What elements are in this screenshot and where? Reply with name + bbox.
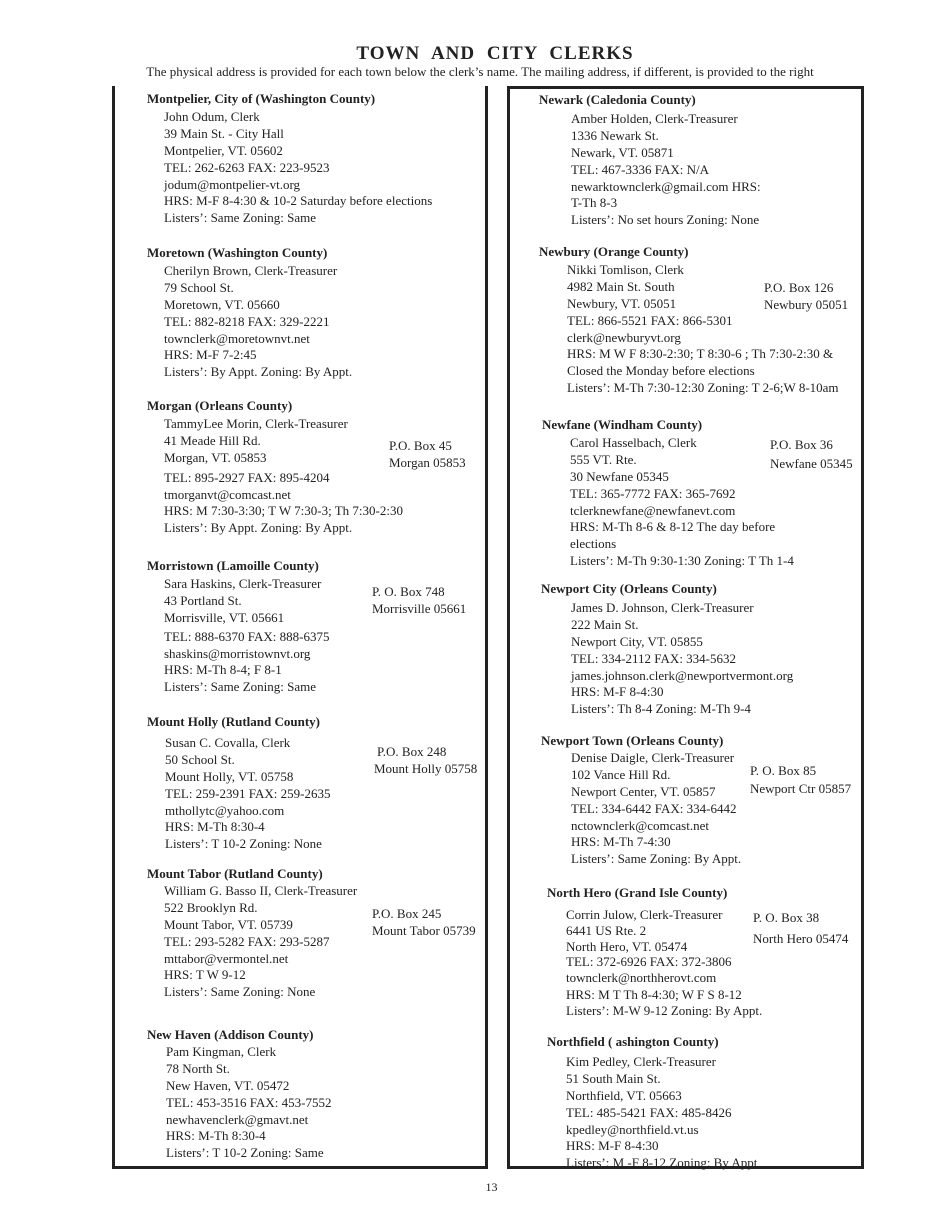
mailing-box: P.O. Box 126 <box>764 280 834 295</box>
mailing-address-newfane <box>770 435 853 473</box>
city-address: Newark, VT. 05871 <box>571 144 674 160</box>
email: shaskins@morristownvt.org <box>164 645 311 661</box>
mailing-city: Mount Tabor 05739 <box>372 923 476 938</box>
mailing-city: Morrisville 05661 <box>372 601 467 616</box>
listers-zoning: Listers’: Same Zoning: Same <box>164 679 317 695</box>
entry-montpelier <box>147 91 432 226</box>
listers-zoning: Listers’: Same Zoning: By Appt. <box>571 851 742 867</box>
hours: HRS: M W F 8:30-2:30; T 8:30-6 ; Th 7:30-2:30 & <box>567 346 834 362</box>
phone-fax: TEL: 453-3516 FAX: 453-7552 <box>166 1094 332 1110</box>
email: newarktownclerk@gmail.com HRS: <box>571 178 761 194</box>
mailing-city: Mount Holly 05758 <box>374 761 478 776</box>
street-address: 522 Brooklyn Rd. <box>164 899 258 915</box>
hours: HRS: M-Th 8:30-4 <box>165 819 265 835</box>
entry-north-hero <box>547 885 763 1019</box>
city-address: Northfield, VT. 05663 <box>566 1087 682 1103</box>
listers-zoning: Listers’: T 10-2 Zoning: None <box>165 836 322 852</box>
clerk-name: Carol Hasselbach, Clerk <box>570 434 697 450</box>
street-address: 41 Meade Hill Rd. <box>164 432 261 448</box>
entry-newark <box>539 92 761 227</box>
city-address: New Haven, VT. 05472 <box>166 1077 290 1093</box>
city-address: Morgan, VT. 05853 <box>164 449 267 465</box>
page-subtitle: The physical address is provided for each town below the clerk’s name. The mailing address, if different, is provided to the right <box>146 64 814 79</box>
entry-heading: North Hero (Grand Isle County) <box>547 885 728 900</box>
listers-zoning: Listers’: T 10-2 Zoning: Same <box>166 1145 324 1161</box>
entry-newfane <box>542 417 794 569</box>
street-address: 43 Portland St. <box>164 592 242 608</box>
city-address: Moretown, VT. 05660 <box>164 296 280 312</box>
city-address: Mount Tabor, VT. 05739 <box>164 916 293 932</box>
hours: HRS: M T Th 8-4:30; W F S 8-12 <box>566 986 742 1002</box>
phone-fax: TEL: 888-6370 FAX: 888-6375 <box>164 628 330 644</box>
listers-zoning: Listers’: By Appt. Zoning: By Appt. <box>164 520 353 536</box>
entry-heading: Newbury (Orange County) <box>539 244 689 259</box>
mailing-box: P.O. Box 248 <box>377 744 447 759</box>
phone-fax: TEL: 866-5521 FAX: 866-5301 <box>567 312 733 328</box>
hours: HRS: M 7:30-3:30; T W 7:30-3; Th 7:30-2:30 <box>164 503 403 519</box>
hours-note: elections <box>570 536 617 552</box>
clerk-name: Cherilyn Brown, Clerk-Treasurer <box>164 262 338 278</box>
city-address: Newport City, VT. 05855 <box>571 633 703 649</box>
street-address: 4982 Main St. South <box>567 278 675 294</box>
page-number: 13 <box>485 1180 498 1194</box>
street-address: 78 North St. <box>166 1060 230 1076</box>
phone-fax: TEL: 262-6263 FAX: 223-9523 <box>164 159 330 175</box>
city-address: 30 Newfane 05345 <box>570 468 669 484</box>
clerk-name: Kim Pedley, Clerk-Treasurer <box>566 1053 716 1069</box>
entry-mount-tabor <box>147 866 357 1001</box>
entry-heading: Northfield ( ashington County) <box>547 1034 719 1049</box>
email: james.johnson.clerk@newportvermont.org <box>571 667 794 683</box>
mailing-box: P. O. Box 38 <box>753 910 820 925</box>
clerk-name: Denise Daigle, Clerk-Treasurer <box>571 749 735 765</box>
phone-fax: TEL: 467-3336 FAX: N/A <box>571 161 710 177</box>
mailing-address-morristown <box>372 583 466 617</box>
hours: HRS: M-Th 8-6 & 8-12 The day before <box>570 519 776 535</box>
city-address: Montpelier, VT. 05602 <box>164 142 283 158</box>
email: nctownclerk@comcast.net <box>571 817 709 833</box>
phone-fax: TEL: 372-6926 FAX: 372-3806 <box>566 953 732 969</box>
street-address: 1336 Newark St. <box>571 127 659 143</box>
hours: HRS: M-Th 8-4; F 8-1 <box>164 662 282 678</box>
entry-heading: Mount Tabor (Rutland County) <box>147 866 323 881</box>
email: mttabor@vermontel.net <box>164 950 289 966</box>
phone-fax: TEL: 365-7772 FAX: 365-7692 <box>570 485 736 501</box>
mailing-address-mount-holly <box>374 743 477 777</box>
mailing-city: Newbury 05051 <box>764 297 849 312</box>
mailing-city: Newfane 05345 <box>770 456 853 471</box>
hours-note: Closed the Monday before elections <box>567 363 755 379</box>
phone-fax: TEL: 882-8218 FAX: 329-2221 <box>164 313 330 329</box>
entry-newbury <box>539 244 839 396</box>
clerk-name: John Odum, Clerk <box>164 108 260 124</box>
hours: HRS: M-F 8-4:30 & 10-2 Saturday before elections <box>164 193 433 209</box>
email: newhavenclerk@gmavt.net <box>166 1111 309 1127</box>
clerk-name: William G. Basso II, Clerk-Treasurer <box>164 882 358 898</box>
listers-zoning: Listers’: M-Th 7:30-12:30 Zoning: T 2-6;W 8-10am <box>567 380 839 396</box>
mailing-address-newbury <box>764 279 848 313</box>
entry-heading: Morristown (Lamoille County) <box>147 558 319 573</box>
clerk-name: Susan C. Covalla, Clerk <box>165 734 291 750</box>
hours: HRS: T W 9-12 <box>164 967 246 983</box>
entry-heading: Newfane (Windham County) <box>542 417 703 432</box>
listers-zoning: Listers’: M -F 8-12 Zoning: By Appt <box>566 1155 758 1171</box>
mailing-address-newport-town <box>750 762 851 798</box>
mailing-city: Newport Ctr 05857 <box>750 781 852 796</box>
entry-heading: New Haven (Addison County) <box>147 1027 314 1042</box>
mailing-city: Morgan 05853 <box>389 455 466 470</box>
listers-zoning: Listers’: No set hours Zoning: None <box>571 212 760 228</box>
clerk-name: Sara Haskins, Clerk-Treasurer <box>164 575 322 591</box>
phone-fax: TEL: 485-5421 FAX: 485-8426 <box>566 1104 732 1120</box>
entry-heading: Morgan (Orleans County) <box>147 398 293 413</box>
mailing-box: P.O. Box 36 <box>770 437 833 452</box>
mailing-box: P. O. Box 85 <box>750 763 817 778</box>
entry-heading: Mount Holly (Rutland County) <box>147 714 320 729</box>
phone-fax: TEL: 895-2927 FAX: 895-4204 <box>164 469 330 485</box>
clerk-name: TammyLee Morin, Clerk-Treasurer <box>164 415 348 431</box>
hours: T-Th 8-3 <box>571 195 618 211</box>
street-address: 50 School St. <box>165 751 235 767</box>
street-address: 51 South Main St. <box>566 1070 661 1086</box>
email: tmorganvt@comcast.net <box>164 486 291 502</box>
phone-fax: TEL: 334-2112 FAX: 334-5632 <box>571 650 737 666</box>
email: townclerk@moretownvt.net <box>164 330 310 346</box>
entry-heading: Newport City (Orleans County) <box>541 581 717 596</box>
street-address: 222 Main St. <box>571 616 639 632</box>
mailing-box: P.O. Box 45 <box>389 438 452 453</box>
street-address: 79 School St. <box>164 279 234 295</box>
phone-fax: TEL: 293-5282 FAX: 293-5287 <box>164 933 330 949</box>
entry-heading: Newark (Caledonia County) <box>539 92 696 107</box>
entry-morristown <box>147 558 330 695</box>
clerk-name: Pam Kingman, Clerk <box>166 1043 277 1059</box>
street-address: 555 VT. Rte. <box>570 451 637 467</box>
mailing-address-mount-tabor <box>372 905 476 939</box>
street-address: 6441 US Rte. 2 <box>566 923 647 939</box>
clerk-name: Amber Holden, Clerk-Treasurer <box>571 110 738 126</box>
entry-newport-town <box>541 733 741 868</box>
clerk-name: Nikki Tomlison, Clerk <box>567 261 684 277</box>
mailing-address-north-hero <box>753 907 848 949</box>
mailing-box: P. O. Box 748 <box>372 584 445 599</box>
clerk-name: James D. Johnson, Clerk-Treasurer <box>571 599 754 615</box>
hours: HRS: M-F 8-4:30 <box>566 1138 659 1154</box>
city-address: Newport Center, VT. 05857 <box>571 783 716 799</box>
city-address: Morrisville, VT. 05661 <box>164 609 285 625</box>
listers-zoning: Listers’: Same Zoning: Same <box>164 210 317 226</box>
email: townclerk@northherovt.com <box>566 970 717 986</box>
mailing-box: P.O. Box 245 <box>372 906 442 921</box>
hours: HRS: M-Th 7-4:30 <box>571 834 671 850</box>
entry-mount-holly <box>147 714 331 852</box>
listers-zoning: Listers’: M-W 9-12 Zoning: By Appt. <box>566 1003 763 1019</box>
phone-fax: TEL: 259-2391 FAX: 259-2635 <box>165 785 331 801</box>
listers-zoning: Listers’: Same Zoning: None <box>164 984 316 1000</box>
listers-zoning: Listers’: Th 8-4 Zoning: M-Th 9-4 <box>571 701 751 717</box>
street-address: 102 Vance Hill Rd. <box>571 766 671 782</box>
email: tclerknewfane@newfanevt.com <box>570 502 736 518</box>
hours: HRS: M-F 7-2:45 <box>164 347 257 363</box>
city-address: Newbury, VT. 05051 <box>567 295 677 311</box>
email: mthollytc@yahoo.com <box>165 802 285 818</box>
city-address: North Hero, VT. 05474 <box>566 938 688 954</box>
mailing-address-morgan <box>389 437 466 471</box>
email: kpedley@northfield.vt.us <box>566 1121 699 1137</box>
mailing-city: North Hero 05474 <box>753 931 849 946</box>
listers-zoning: Listers’: M-Th 9:30-1:30 Zoning: T Th 1-4 <box>570 553 794 569</box>
entry-morgan <box>147 398 403 536</box>
city-address: Mount Holly, VT. 05758 <box>165 768 294 784</box>
entry-northfield <box>547 1034 757 1169</box>
phone-fax: TEL: 334-6442 FAX: 334-6442 <box>571 800 737 816</box>
email: jodum@montpelier-vt.org <box>164 176 301 192</box>
entry-heading: Moretown (Washington County) <box>147 245 328 260</box>
page-title: TOWN AND CITY CLERKS <box>356 43 634 64</box>
entry-new-haven <box>147 1027 332 1162</box>
street-address: 39 Main St. - City Hall <box>164 125 284 141</box>
listers-zoning: Listers’: By Appt. Zoning: By Appt. <box>164 364 353 380</box>
entry-moretown <box>147 245 352 380</box>
entry-heading: Montpelier, City of (Washington County) <box>147 91 376 106</box>
hours: HRS: M-F 8-4:30 <box>571 684 664 700</box>
clerk-name: Corrin Julow, Clerk-Treasurer <box>566 906 723 922</box>
entry-heading: Newport Town (Orleans County) <box>541 733 724 748</box>
entry-newport-city <box>541 581 793 716</box>
email: clerk@newburyvt.org <box>567 329 681 345</box>
hours: HRS: M-Th 8:30-4 <box>166 1128 266 1144</box>
